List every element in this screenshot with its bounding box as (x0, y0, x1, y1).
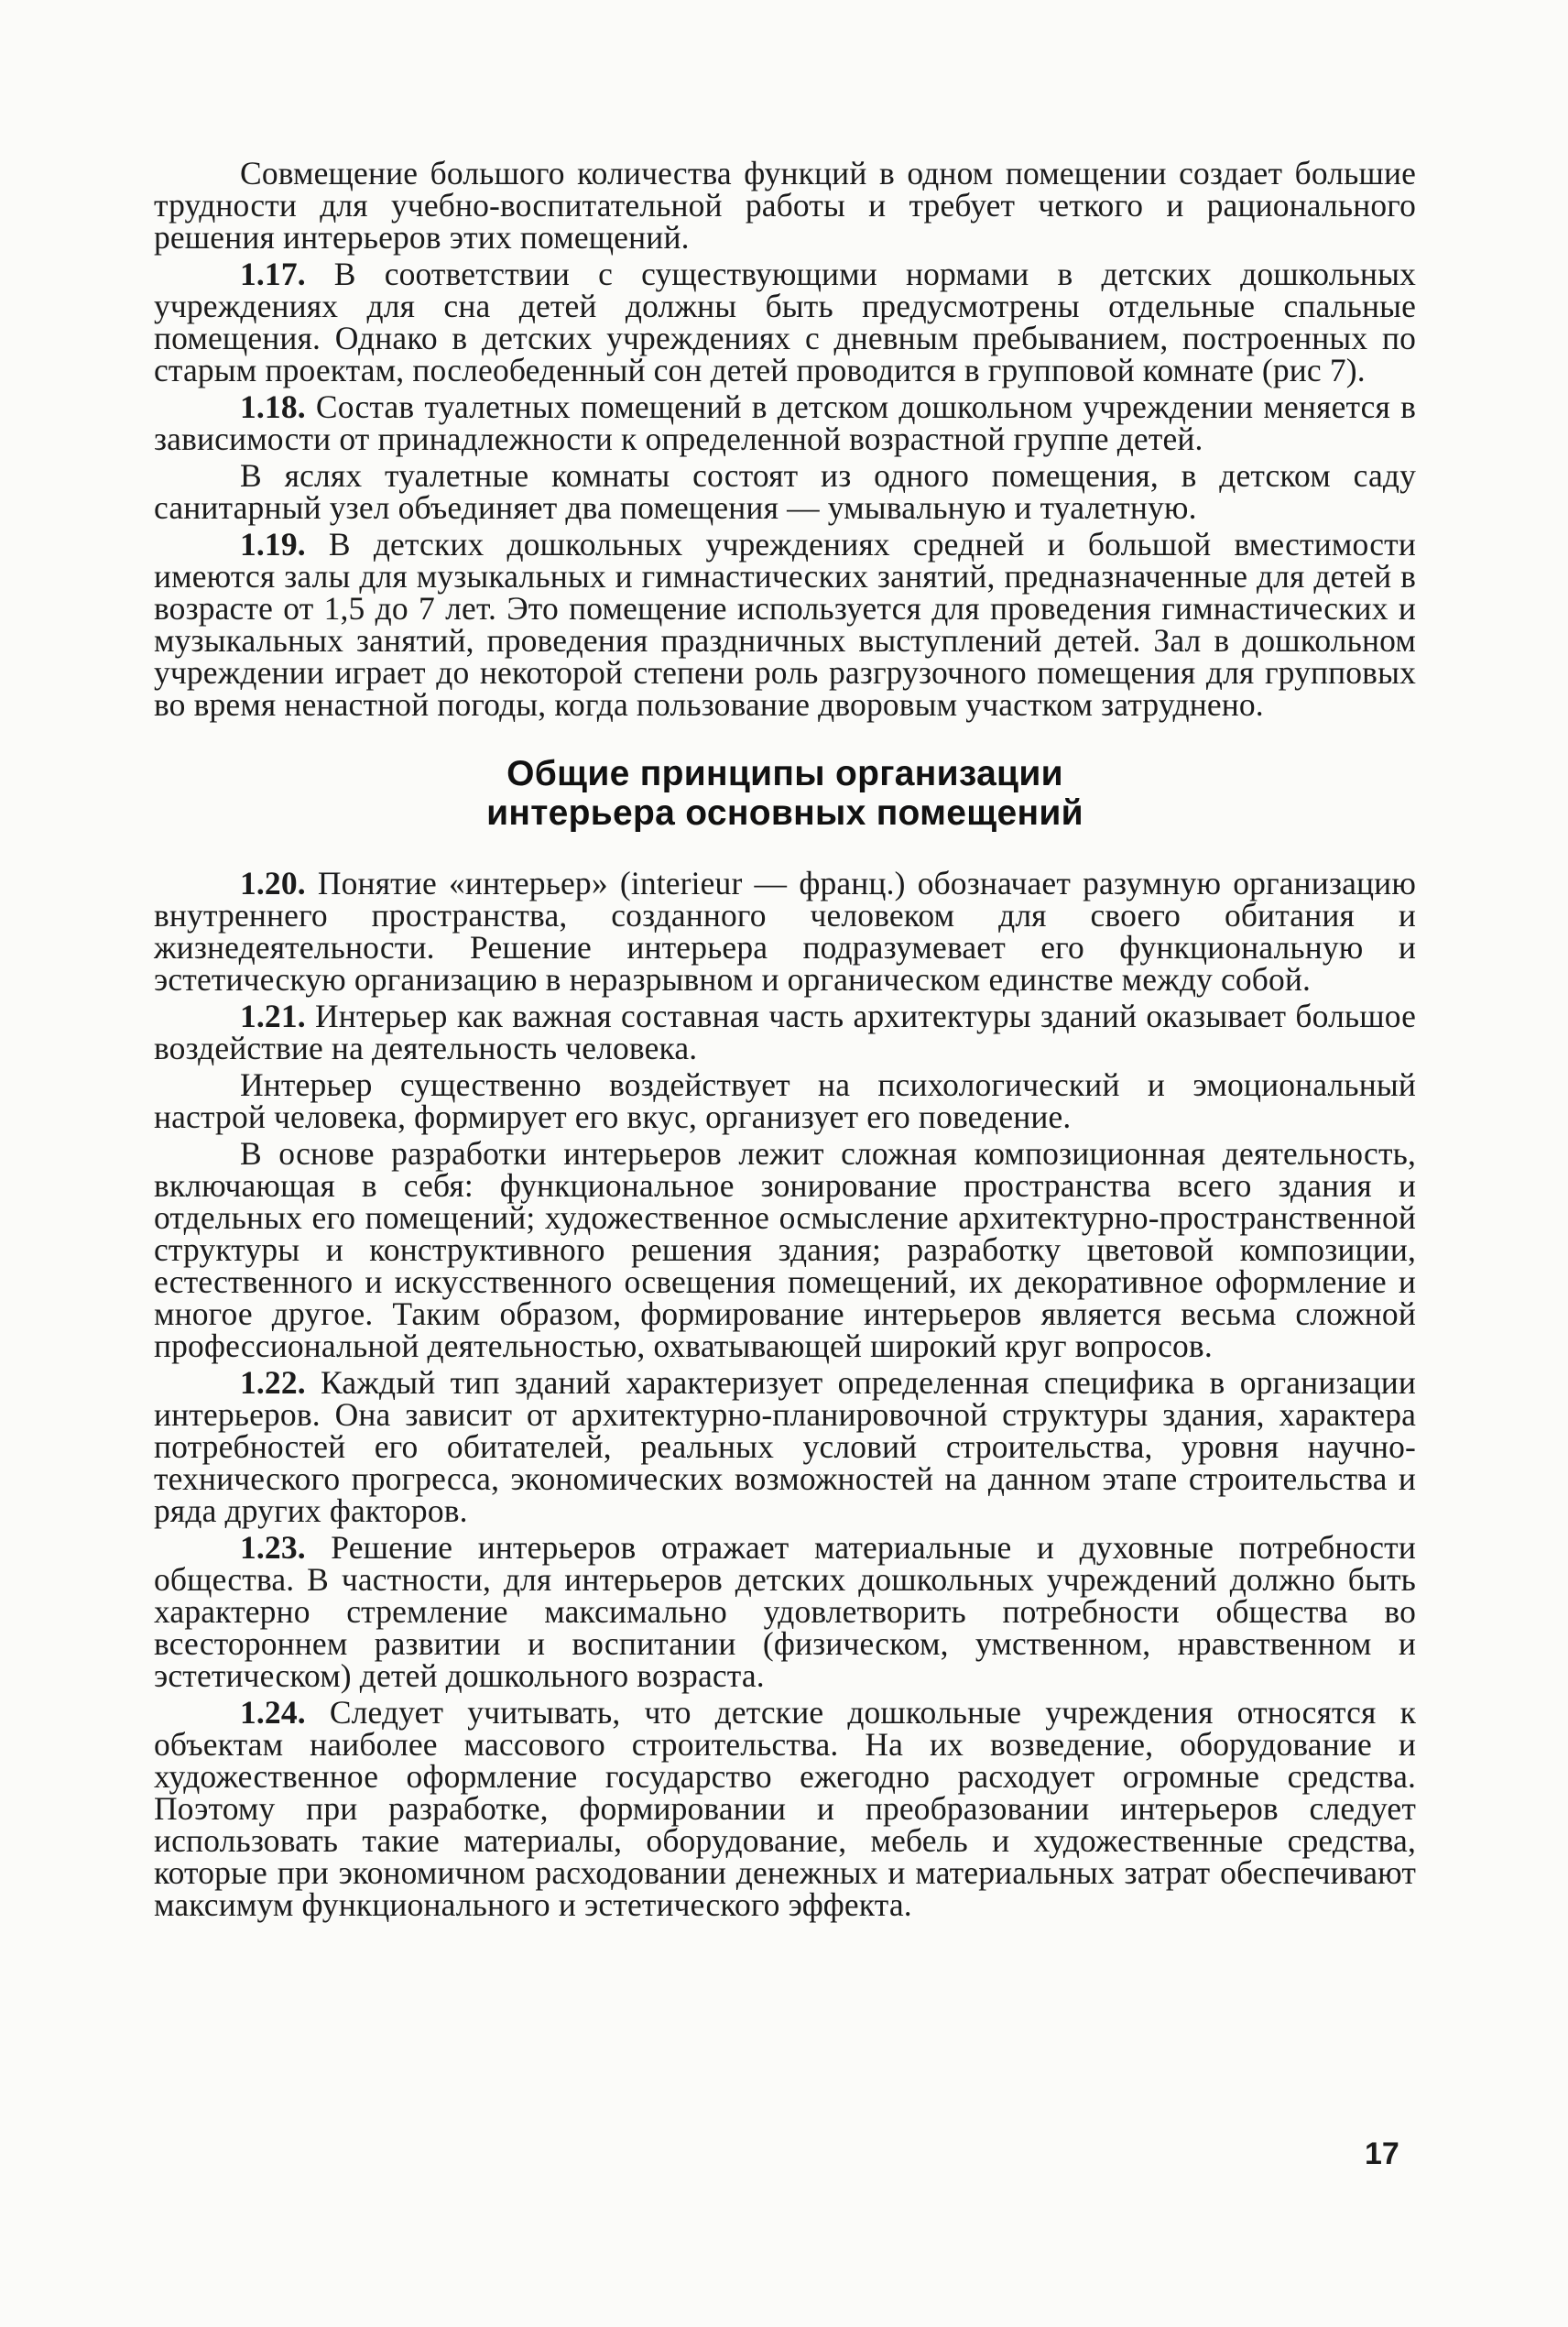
paragraph-1-23 (154, 1529, 1416, 1694)
paragraph-text: В основе разработки интерьеров лежит сложная композиционная деятельность, включающая в себя: функциональное зонирование пространства всего здания и отдельных его помещений; художественное осмысление архитектурно-пространственной структуры и конструктивного решения здания; разработку цветовой композиции, естественного и искусственного освещения помещений, их декоративное оформление и многое другое. Таким образом, формирование интерьеров является весьма сложной профессиональной деятельностью, охватывающей широкий круг вопросов. (154, 1135, 1416, 1364)
paragraph-number: 1.22. (240, 1364, 306, 1401)
section-heading-line: интерьера основных помещений (486, 793, 1083, 833)
text-column (154, 155, 1416, 1926)
paragraph-number: 1.19. (240, 526, 306, 563)
paragraph-1-17 (154, 258, 1416, 387)
paragraph-1-24 (154, 1694, 1416, 1923)
paragraph-number: 1.24. (240, 1694, 306, 1731)
paragraph-text: Совмещение большого количества функций в одном помещении создает большие трудности для учебно-воспитательной работы и требует четкого и рационального решения интерьеров этих помещений. (154, 155, 1416, 256)
paragraph-number: 1.17. (240, 256, 306, 292)
paragraph-text: Понятие «интерьер» (interieur — франц.) обозначает разумную организацию внутреннего пространства, созданного человеком для своего обитания и жизнедеятельности. Решение интерьера подразумевает его функциональную и эстетическую организацию в неразрывном и органическом единстве между собой. (154, 865, 1416, 998)
paragraph-text: В соответствии с существующими нормами в детских дошкольных учреждениях для сна детей должны быть предусмотрены отдельные спальные помещения. Однако в детских учреждениях с дневным пребыванием, построенных по старым проектам, послеобеденный сон детей проводится в групповой комнате (рис 7). (154, 256, 1416, 388)
section-heading (154, 754, 1416, 833)
paragraph-text: Следует учитывать, что детские дошкольные учреждения относятся к объектам наиболее массового строительства. На их возведение, оборудование и художественное оформление государство ежегодно расходует огромные средства. Поэтому при разработке, формировании и преобразовании интерьеров следует использовать такие материалы, оборудование, мебель и художественные средства, которые при экономичном расходовании денежных и материальных затрат обеспечивают максимум функционального и эстетического эффекта. (154, 1694, 1416, 1923)
paragraph (154, 457, 1416, 526)
paragraph-1-20 (154, 865, 1416, 998)
paragraph (154, 1135, 1416, 1364)
paragraph-number: 1.18. (240, 388, 306, 425)
paragraph (154, 1066, 1416, 1135)
paragraph-1-21 (154, 1000, 1416, 1065)
paragraph-text: Каждый тип зданий характеризует определенная специфика в организации интерьеров. Она зависит от архитектурно-планировочной структуры здания, характера потребностей его обитателей, реальных условий строительства, уровня научно-технического прогресса, экономических возможностей на данном этапе строительства и ряда других факторов. (154, 1364, 1416, 1529)
paragraph-1-19 (154, 526, 1416, 723)
paragraph-number: 1.23. (240, 1529, 306, 1566)
paragraph (154, 155, 1416, 256)
paragraph-1-22 (154, 1364, 1416, 1529)
paragraph-text: Интерьер существенно воздействует на психологический и эмоциональный настрой человека, формирует его вкус, организует его поведение. (154, 1066, 1416, 1135)
paragraph-number: 1.20. (240, 865, 306, 901)
paragraph-1-18 (154, 388, 1416, 457)
paragraph-number: 1.21. (240, 998, 306, 1034)
paragraph-text: Интерьер как важная составная часть архитектуры зданий оказывает большое воздействие на деятельность человека. (154, 998, 1416, 1066)
paragraph-text: В детских дошкольных учреждениях средней и большой вместимости имеются залы для музыкальных и гимнастических занятий, предназначенные для детей в возрасте от 1,5 до 7 лет. Это помещение используется для проведения гимнастических и музыкальных занятий, проведения праздничных выступлений детей. Зал в дошкольном учреждении играет до некоторой степени роль разгрузочного помещения для групповых во время ненастной погоды, когда пользование дворовым участком затруднено. (154, 526, 1416, 723)
section-heading-line: Общие принципы организации (506, 754, 1063, 793)
paragraph-text: Состав туалетных помещений в детском дошкольном учреждении меняется в зависимости от принадлежности к определенной возрастной группе детей. (154, 388, 1416, 457)
page-number: 17 (1365, 2136, 1399, 2171)
paragraph-text: Решение интерьеров отражает материальные и духовные потребности общества. В частности, для интерьеров детских дошкольных учреждений должно быть характерно стремление максимально удовлетворить потребности общества во всестороннем развитии и воспитании (физическом, умственном, нравственном и эстетическом) детей дошкольного возраста. (154, 1529, 1416, 1694)
paragraph-text: В яслях туалетные комнаты состоят из одного помещения, в детском саду санитарный узел объединяет два помещения — умывальную и туалетную. (154, 457, 1416, 526)
